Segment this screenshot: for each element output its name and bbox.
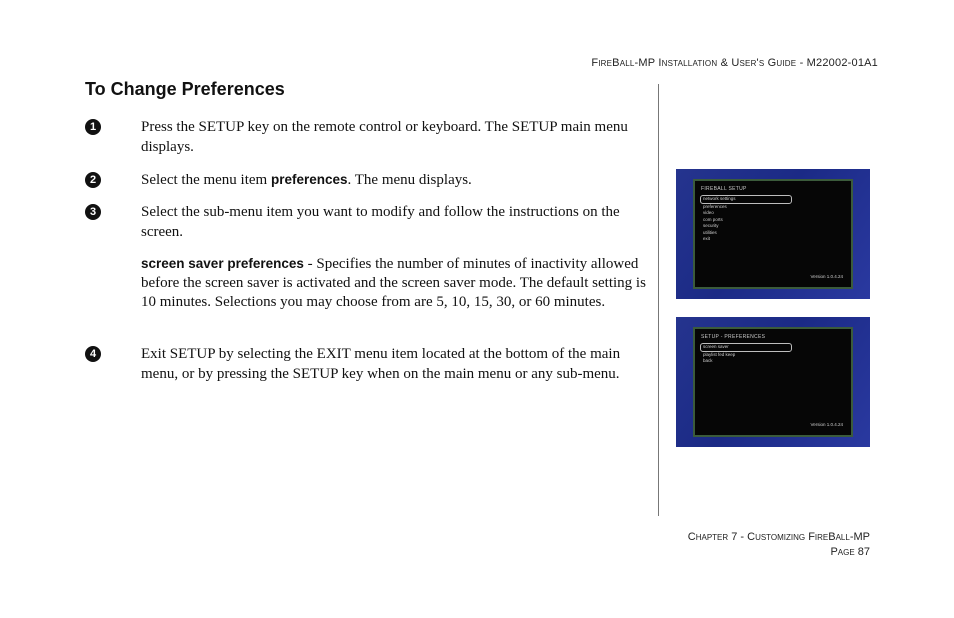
step-number: 1 <box>85 119 101 135</box>
running-head: FireBall-MP Installation & User's Guide - M22002-01A1 <box>591 57 878 69</box>
tv-screen <box>693 179 853 289</box>
setup-menu-screenshot <box>676 169 870 299</box>
step-number: 4 <box>85 346 101 362</box>
page-footer <box>688 530 870 560</box>
menu-item-keyword: preferences <box>270 172 348 187</box>
sub-item-description <box>141 254 646 312</box>
version-label: Version 1.0.4.24 <box>810 274 843 279</box>
step-text: Select the sub-menu item you want to modify and follow the instructions on the screen. <box>141 204 620 240</box>
preferences-menu-list <box>703 343 792 365</box>
sub-item-text: - Specifies the number of minutes of inactivity allowed before the screen saver is activated and the screen saver mode. The default setting is 10 minutes. Selections you may choose from are 5, 10, 15, 30, or 60 minutes. <box>141 256 646 310</box>
preferences-menu-screenshot <box>676 317 870 447</box>
section-title: To Change Preferences <box>85 79 285 99</box>
menu-item: playlist fed keep <box>703 351 736 357</box>
menu-item: preferences <box>703 203 727 209</box>
menu-item: network settings <box>700 195 792 204</box>
step-text-before: Select the menu item <box>141 172 271 188</box>
menu-item: exit <box>703 236 711 241</box>
menu-item: security <box>703 223 719 228</box>
step-text-after: . The menu displays. <box>347 172 472 188</box>
step-text: Exit SETUP by selecting the EXIT menu item located at the bottom of the main menu, or by pressing the SETUP key when on the main menu or any sub-menu. <box>141 346 621 382</box>
step-number: 2 <box>85 172 101 188</box>
menu-item: back <box>703 358 713 363</box>
menu-item: utilities <box>703 229 717 235</box>
step-text <box>141 170 643 190</box>
setup-menu-list <box>703 195 792 243</box>
tv-screen <box>693 327 853 437</box>
version-label: Version 1.0.4.24 <box>810 422 843 427</box>
column-divider <box>658 84 659 516</box>
menu-item: screen saver <box>700 343 792 352</box>
chapter-label: Chapter 7 - Customizing FireBall-MP <box>687 531 870 543</box>
menu-item: video <box>703 210 714 215</box>
screen-title: SETUP - PREFERENCES <box>701 334 766 340</box>
page-number: Page 87 <box>830 546 870 558</box>
step-number: 3 <box>85 204 101 220</box>
screen-title: FIREBALL SETUP <box>701 186 747 192</box>
menu-item: com ports <box>703 216 723 222</box>
step-text: Press the SETUP key on the remote control or keyboard. The SETUP main menu displays. <box>141 119 628 155</box>
sub-item-keyword: screen saver preferences <box>141 256 304 271</box>
